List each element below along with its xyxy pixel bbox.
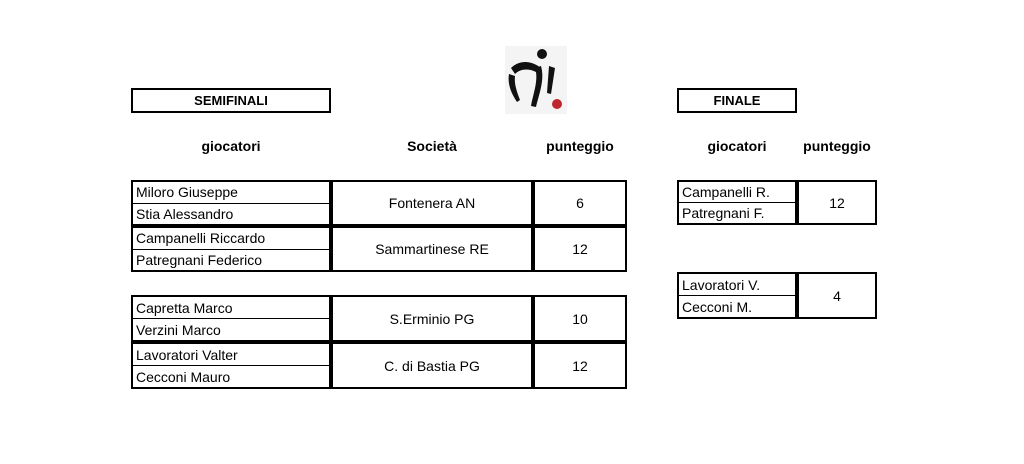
player-name: Lavoratori Valter: [136, 346, 238, 363]
player-name: Miloro Giuseppe: [136, 184, 238, 201]
player-name: Patregnani F.: [679, 202, 795, 223]
player-name: Cecconi M.: [679, 295, 795, 317]
semi-pair-3-players: [131, 295, 331, 342]
player-name: Campanelli R.: [682, 184, 770, 200]
player-name: Capretta Marco: [136, 299, 233, 316]
player-name: Campanelli Riccardo: [136, 230, 266, 247]
final-pair-1-score: 12: [797, 180, 877, 225]
semi-pair-2-players: [131, 226, 331, 272]
player-name: Patregnani Federico: [133, 249, 329, 271]
player-name: Lavoratori V.: [682, 276, 761, 293]
semifinali-title: SEMIFINALI: [131, 88, 331, 113]
semi-pair-4-players: [131, 342, 331, 389]
semi-header-punteggio: punteggio: [546, 138, 614, 154]
player-name: Cecconi Mauro: [133, 365, 329, 387]
semi-pair-2-club: Sammartinese RE: [331, 226, 533, 272]
final-header-giocatori: giocatori: [707, 138, 767, 154]
semi-pair-1-players: [131, 180, 331, 226]
semi-pair-3-score: 10: [533, 295, 627, 342]
semi-pair-1-club: Fontenera AN: [331, 180, 533, 226]
final-pair-1-players: [677, 180, 797, 225]
semi-pair-4-club: C. di Bastia PG: [331, 342, 533, 389]
player-name: Verzini Marco: [133, 318, 329, 340]
semi-pair-2-score: 12: [533, 226, 627, 272]
semi-header-societa: Società: [407, 138, 457, 154]
semi-pair-4-score: 12: [533, 342, 627, 389]
final-header-punteggio: punteggio: [803, 138, 871, 154]
semi-pair-1-score: 6: [533, 180, 627, 226]
player-name: Stia Alessandro: [133, 203, 329, 225]
final-pair-2-score: 4: [797, 272, 877, 319]
finale-title: FINALE: [677, 88, 797, 113]
semi-pair-3-club: S.Erminio PG: [331, 295, 533, 342]
semi-header-giocatori: giocatori: [201, 138, 261, 154]
final-pair-2-players: [677, 272, 797, 319]
bocce-player-icon: [505, 46, 567, 114]
